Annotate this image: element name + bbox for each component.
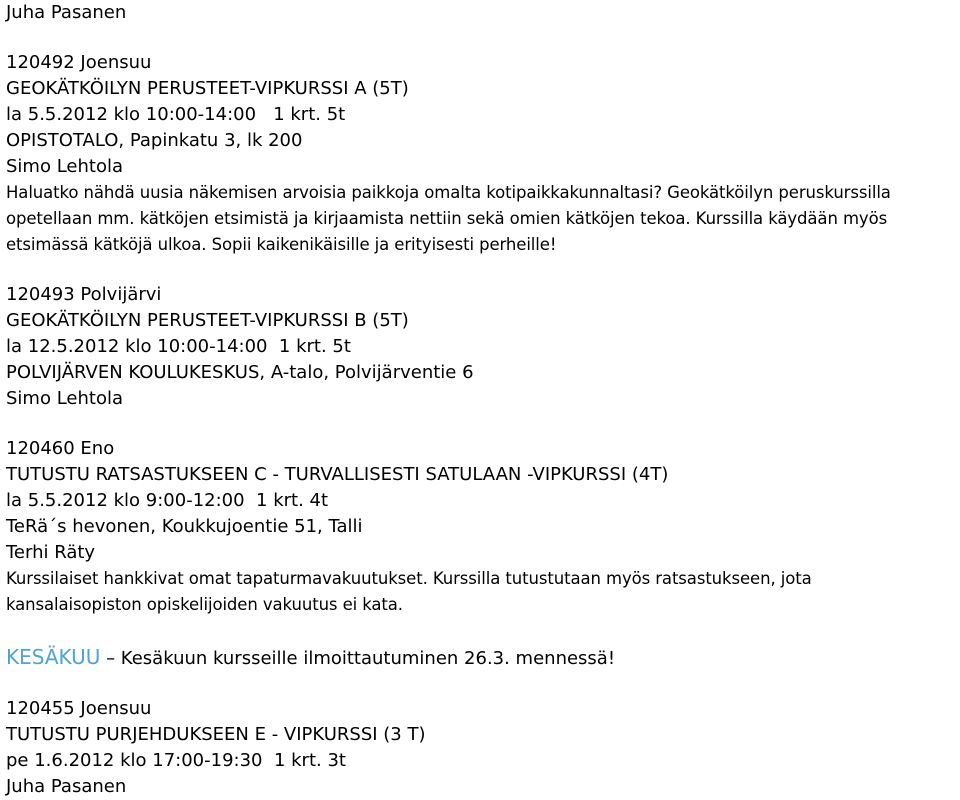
course-listing-page: [6, 0, 956, 800]
course-title: GEOKÄTKÖILYN PERUSTEET-VIPKURSSI B (5T): [6, 310, 409, 331]
month-section-heading: [6, 642, 956, 672]
month-name: KESÄKUU: [6, 645, 101, 669]
course-title: TUTUSTU RATSASTUKSEEN C - TURVALLISESTI SATULAAN -VIPKURSSI (4T): [6, 464, 669, 485]
spacer: [6, 26, 956, 50]
teacher-name-top: Juha Pasanen: [6, 2, 127, 23]
course-description-line: opetellaan mm. kätköjen etsimistä ja kirjaamista nettiin sekä omien kätköjen tekoa. Kurssilla käydään myös: [6, 209, 888, 228]
course-location: POLVIJÄRVEN KOULUKESKUS, A-talo, Polvijärventie 6: [6, 362, 474, 383]
registration-deadline-note: – Kesäkuun kursseille ilmoittautuminen 26.3. mennessä!: [100, 648, 616, 669]
course-schedule: la 5.5.2012 klo 10:00-14:00 1 krt. 5t: [6, 104, 346, 125]
course-description-line: kansalaisopiston opiskelijoiden vakuutus ei kata.: [6, 595, 403, 614]
course-120455: [6, 696, 956, 800]
course-120492: [6, 50, 956, 258]
course-description-line: Kurssilaiset hankkivat omat tapaturmavakuutukset. Kurssilla tutustutaan myös ratsastukseen, jota: [6, 569, 812, 588]
spacer: [6, 412, 956, 436]
course-teacher: Simo Lehtola: [6, 388, 123, 409]
spacer: [6, 258, 956, 282]
course-schedule: la 5.5.2012 klo 9:00-12:00 1 krt. 4t: [6, 490, 329, 511]
course-code-place: 120493 Polvijärvi: [6, 284, 162, 305]
course-description-line: etsimässä kätköjä ulkoa. Sopii kaikenikäisille ja erityisesti perheille!: [6, 235, 557, 254]
course-title: GEOKÄTKÖILYN PERUSTEET-VIPKURSSI A (5T): [6, 78, 409, 99]
course-title: TUTUSTU PURJEHDUKSEEN E - VIPKURSSI (3 T): [6, 724, 426, 745]
course-schedule: pe 1.6.2012 klo 17:00-19:30 1 krt. 3t: [6, 750, 346, 771]
course-schedule: la 12.5.2012 klo 10:00-14:00 1 krt. 5t: [6, 336, 351, 357]
course-120493: [6, 282, 956, 412]
course-location: TeRä´s hevonen, Koukkujoentie 51, Talli: [6, 516, 363, 537]
course-code-place: 120455 Joensuu: [6, 698, 152, 719]
course-teacher: Terhi Räty: [6, 542, 96, 563]
course-code-place: 120460 Eno: [6, 438, 115, 459]
course-location: OPISTOTALO, Papinkatu 3, lk 200: [6, 130, 303, 151]
course-code-place: 120492 Joensuu: [6, 52, 152, 73]
spacer: [6, 672, 956, 696]
course-teacher: Simo Lehtola: [6, 156, 123, 177]
spacer: [6, 618, 956, 642]
course-teacher: Juha Pasanen: [6, 776, 127, 797]
course-120460: [6, 436, 956, 618]
course-description-line: Haluatko nähdä uusia näkemisen arvoisia paikkoja omalta kotipaikkakunnaltasi? Geokätköilyn peruskurssilla: [6, 183, 891, 202]
